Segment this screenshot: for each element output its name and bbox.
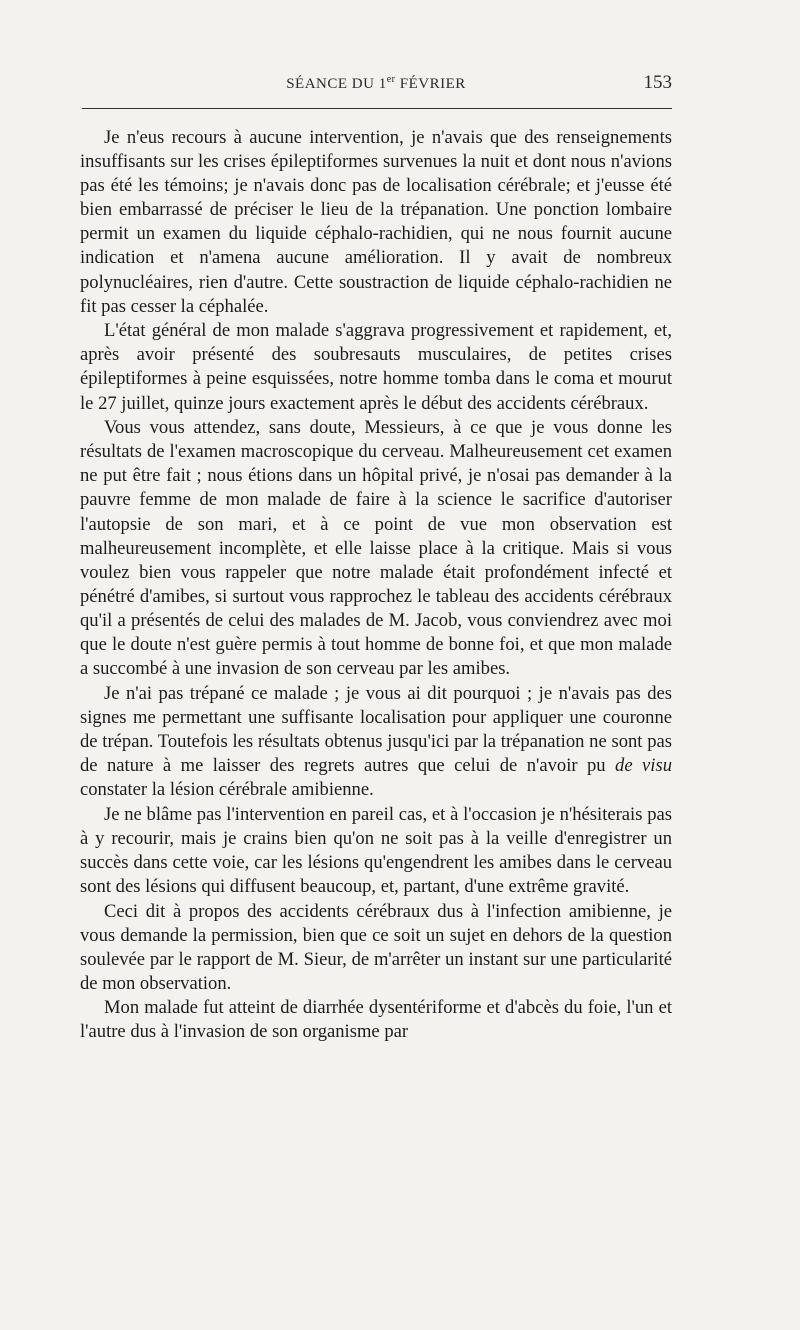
running-head-superscript: er (386, 74, 396, 85)
paragraph-5: Je ne blâme pas l'intervention en pareil cas, et à l'occasion je n'hésiterais pas à y recourir, mais je crains bien qu'on ne soit pas à la veille d'enregistrer un succès dans cette voie, car les lésions qu'engendrent les amibes dans le cerveau sont des lésions qui diffusent beaucoup, et, partant, d'une extrême gravité. (80, 803, 672, 897)
paragraph-4-italic-phrase: de visu (615, 754, 672, 776)
running-head (80, 74, 672, 93)
paragraph-6: Ceci dit à propos des accidents cérébraux dus à l'infection amibienne, je vous demande la permission, bien que ce soit un sujet en dehors de la question soulevée par le rapport de M. Sieur, de m'arrêter un instant sur une particularité de mon observation. (80, 900, 672, 994)
header-rule (82, 108, 672, 109)
paragraph-7: Mon malade fut atteint de diarrhée dysentériforme et d'abcès du foie, l'un et l'autre dus à l'invasion de son organisme par (80, 997, 672, 1043)
running-head-suffix: FÉVRIER (395, 76, 466, 92)
paragraph-4-text-before: Je n'ai pas trépané ce malade ; je vous ai dit pourquoi ; je n'avais pas des signes me permettant une suffisante localisation pour appliquer une couronne de trépan. Toutefois les résultats obtenus jusqu'ici par la trépanation ne sont pas de nature à me laisser des regrets autres que celui de n'avoir pu (80, 682, 672, 776)
paragraph-4 (80, 682, 672, 802)
body-text (80, 126, 672, 1045)
paragraph-1: Je n'eus recours à aucune intervention, je n'avais que des renseignements insuffisants sur les crises épileptiformes survenues la nuit et dont nous n'avions pas été les témoins; je n'avais donc pas de localisation cérébrale; et j'eusse été bien embarrassé de préciser le lieu de la trépanation. Une ponction lombaire permit un examen du liquide céphalo-rachidien, qui ne nous fournit aucune indication et n'amena aucune amélioration. Il y avait de nombreux polynucléaires, rien d'autre. Cette soustraction de liquide céphalo-rachidien ne fit pas cesser la céphalée. (80, 127, 672, 317)
running-head-prefix: SÉANCE DU 1 (286, 76, 387, 92)
page-header (80, 74, 672, 98)
page-number: 153 (643, 72, 672, 93)
paragraph-3: Vous vous attendez, sans doute, Messieurs, à ce que je vous donne les résultats de l'examen macroscopique du cerveau. Malheureusement cet examen ne put être fait ; nous étions dans un hôpital privé, je n'osai pas demander à la pauvre femme de mon malade de faire à la science le sacrifice d'autoriser l'autopsie de son mari, et à ce point de vue mon observation est malheureusement incomplète, et elle laisse place à la critique. Mais si vous voulez bien vous rappeler que notre malade était profondément infecté et pénétré d'amibes, si surtout vous rapprochez le tableau des accidents cérébraux qu'il a présentés de celui des malades de M. Jacob, vous conviendrez avec moi que le doute n'est guère permis à tout homme de bonne foi, et que mon malade a succombé à une invasion de son cerveau par les amibes. (80, 417, 672, 680)
paragraph-2: L'état général de mon malade s'aggrava progressivement et rapidement, et, après avoir présenté des soubresauts musculaires, de petites crises épileptiformes à peine esquissées, notre homme tomba dans le coma et mourut le 27 juillet, quinze jours exactement après le début des accidents cérébraux. (80, 320, 672, 414)
paragraph-4-text-after: constater la lésion cérébrale amibienne. (80, 779, 374, 801)
